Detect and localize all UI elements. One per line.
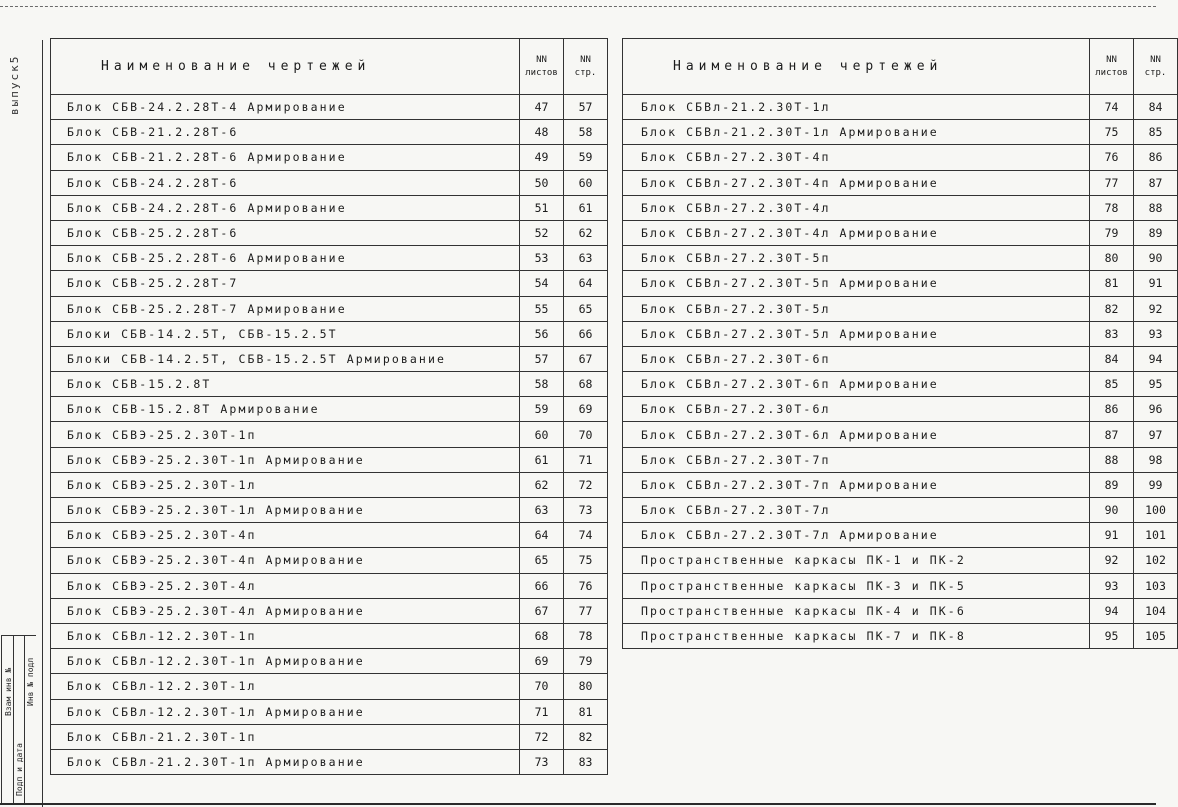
page-number-cell: 93: [1134, 321, 1178, 346]
sheet-number-cell: 70: [520, 674, 564, 699]
drawing-name-cell: Блок СБВЭ-25.2.30Т-1п Армирование: [51, 447, 520, 472]
sheet-number-cell: 62: [520, 472, 564, 497]
sheet-number-cell: 65: [520, 548, 564, 573]
table-row: [623, 346, 1178, 371]
sheet-number-cell: 94: [1090, 598, 1134, 623]
drawing-name-cell: Блок СБВЭ-25.2.30Т-4л: [51, 573, 520, 598]
drawing-name-cell: Пространственные каркасы ПК-1 и ПК-2: [623, 548, 1090, 573]
table-row: [51, 422, 608, 447]
drawing-name-cell: Блок СБВ-21.2.28Т-6: [51, 120, 520, 145]
page-number-cell: 72: [564, 472, 608, 497]
table-row: [51, 95, 608, 120]
drawing-name-cell: Блок СБВл-27.2.30Т-4л: [623, 195, 1090, 220]
page-number-cell: 100: [1134, 498, 1178, 523]
table-row: [623, 422, 1178, 447]
page-number-cell: 86: [1134, 145, 1178, 170]
page-number-cell: 74: [564, 523, 608, 548]
sheet-number-cell: 88: [1090, 447, 1134, 472]
table-row: [623, 523, 1178, 548]
page-bottom-border: [0, 803, 1156, 805]
drawing-name-cell: Блок СБВЭ-25.2.30Т-1л: [51, 472, 520, 497]
drawing-name-cell: Блок СБВ-24.2.28Т-6 Армирование: [51, 195, 520, 220]
drawing-name-cell: Блок СБВл-21.2.30Т-1л: [623, 95, 1090, 120]
drawing-name-cell: Блок СБВл-27.2.30Т-6п Армирование: [623, 372, 1090, 397]
sheet-number-cell: 80: [1090, 246, 1134, 271]
drawing-name-cell: Блок СБВл-12.2.30Т-1л: [51, 674, 520, 699]
sheet-number-cell: 93: [1090, 573, 1134, 598]
page-number-cell: 59: [564, 145, 608, 170]
table-row: [623, 120, 1178, 145]
page-number-cell: 81: [564, 699, 608, 724]
table-row: [623, 472, 1178, 497]
stamp-divider: [24, 636, 25, 804]
drawing-name-cell: Блок СБВл-27.2.30Т-4л Армирование: [623, 220, 1090, 245]
page-number-cell: 87: [1134, 170, 1178, 195]
stamp-label-replace: Взам инв №: [4, 667, 13, 716]
table-row: [623, 220, 1178, 245]
sheet-number-cell: 51: [520, 195, 564, 220]
drawing-name-cell: Блок СБВл-27.2.30Т-4п Армирование: [623, 170, 1090, 195]
page-number-cell: 58: [564, 120, 608, 145]
sheet-number-cell: 82: [1090, 296, 1134, 321]
page-number-cell: 69: [564, 397, 608, 422]
header-page-number: NN стр.: [564, 39, 608, 95]
table-row: [623, 321, 1178, 346]
sheet-number-cell: 49: [520, 145, 564, 170]
sheet-number-cell: 75: [1090, 120, 1134, 145]
drawing-name-cell: Блок СБВл-27.2.30Т-5л: [623, 296, 1090, 321]
sheet-number-cell: 95: [1090, 623, 1134, 648]
drawing-name-cell: Блок СБВ-25.2.28Т-6: [51, 220, 520, 245]
table-row: [51, 246, 608, 271]
sheet-number-cell: 92: [1090, 548, 1134, 573]
drawing-name-cell: Пространственные каркасы ПК-3 и ПК-5: [623, 573, 1090, 598]
sheet-number-cell: 84: [1090, 346, 1134, 371]
table-row: [51, 623, 608, 648]
sheet-number-cell: 50: [520, 170, 564, 195]
drawing-name-cell: Блок СБВЭ-25.2.30Т-4п Армирование: [51, 548, 520, 573]
sheet-number-cell: 69: [520, 649, 564, 674]
page-number-cell: 60: [564, 170, 608, 195]
drawing-name-cell: Блоки СБВ-14.2.5Т, СБВ-15.2.5Т: [51, 321, 520, 346]
sheet-number-cell: 63: [520, 498, 564, 523]
page-number-cell: 68: [564, 372, 608, 397]
page-number-cell: 89: [1134, 220, 1178, 245]
table-row: [51, 321, 608, 346]
stamp-label-inventory: Инв № подл: [26, 657, 35, 706]
table-header-row: [51, 39, 608, 95]
drawing-name-cell: Блок СБВ-15.2.8Т Армирование: [51, 397, 520, 422]
drawing-name-cell: Блок СБВ-21.2.28Т-6 Армирование: [51, 145, 520, 170]
margin-stamp: [1, 635, 36, 805]
sheet-number-cell: 47: [520, 95, 564, 120]
drawing-name-cell: Пространственные каркасы ПК-4 и ПК-6: [623, 598, 1090, 623]
header-drawing-name: Наименование чертежей: [51, 39, 520, 95]
sheet-number-cell: 90: [1090, 498, 1134, 523]
sheet-number-cell: 79: [1090, 220, 1134, 245]
binder-label: выпуск5: [8, 54, 21, 115]
page-number-cell: 101: [1134, 523, 1178, 548]
drawing-name-cell: Блок СБВ-25.2.28Т-7: [51, 271, 520, 296]
table-row: [51, 523, 608, 548]
sheet-number-cell: 52: [520, 220, 564, 245]
drawing-name-cell: Блок СБВЭ-25.2.30Т-4л Армирование: [51, 598, 520, 623]
sheet-number-cell: 57: [520, 346, 564, 371]
sheet-number-cell: 66: [520, 573, 564, 598]
drawing-name-cell: Блок СБВ-24.2.28Т-4 Армирование: [51, 95, 520, 120]
sheet-number-cell: 59: [520, 397, 564, 422]
sheet-number-cell: 76: [1090, 145, 1134, 170]
table-row: [623, 145, 1178, 170]
page-number-cell: 94: [1134, 346, 1178, 371]
page-number-cell: 63: [564, 246, 608, 271]
page-number-cell: 92: [1134, 296, 1178, 321]
table-row: [51, 649, 608, 674]
table-row: [51, 498, 608, 523]
page-number-cell: 61: [564, 195, 608, 220]
drawing-name-cell: Блок СБВл-21.2.30Т-1л Армирование: [623, 120, 1090, 145]
drawing-name-cell: Блок СБВл-27.2.30Т-6п: [623, 346, 1090, 371]
drawing-name-cell: Блок СБВ-25.2.28Т-6 Армирование: [51, 246, 520, 271]
table-row: [51, 447, 608, 472]
page-number-cell: 57: [564, 95, 608, 120]
table-row: [623, 296, 1178, 321]
sheet-number-cell: 77: [1090, 170, 1134, 195]
page-number-cell: 67: [564, 346, 608, 371]
table-row: [51, 271, 608, 296]
page-number-cell: 79: [564, 649, 608, 674]
sheet-number-cell: 87: [1090, 422, 1134, 447]
drawing-name-cell: Блок СБВл-27.2.30Т-5п Армирование: [623, 271, 1090, 296]
table-row: [51, 472, 608, 497]
table-row: [623, 170, 1178, 195]
page-number-cell: 71: [564, 447, 608, 472]
drawing-name-cell: Блок СБВл-21.2.30Т-1п Армирование: [51, 749, 520, 774]
table-row: [51, 724, 608, 749]
page-number-cell: 73: [564, 498, 608, 523]
sheet-number-cell: 71: [520, 699, 564, 724]
sheet-number-cell: 72: [520, 724, 564, 749]
drawing-name-cell: Блок СБВл-27.2.30Т-7л Армирование: [623, 523, 1090, 548]
page-number-cell: 65: [564, 296, 608, 321]
drawing-name-cell: Блок СБВл-27.2.30Т-4п: [623, 145, 1090, 170]
page-number-cell: 95: [1134, 372, 1178, 397]
table-row: [623, 372, 1178, 397]
table-row: [51, 674, 608, 699]
page-number-cell: 83: [564, 749, 608, 774]
page-number-cell: 78: [564, 623, 608, 648]
drawing-name-cell: Блок СБВЭ-25.2.30Т-4п: [51, 523, 520, 548]
table-row: [51, 296, 608, 321]
page-number-cell: 96: [1134, 397, 1178, 422]
table-row: [51, 120, 608, 145]
table-row: [623, 447, 1178, 472]
table-header-row: [623, 39, 1178, 95]
page-number-cell: 91: [1134, 271, 1178, 296]
binding-margin-line: [42, 40, 43, 807]
page-number-cell: 97: [1134, 422, 1178, 447]
page-top-border: [0, 6, 1156, 7]
drawing-name-cell: Блок СБВл-12.2.30Т-1п: [51, 623, 520, 648]
drawing-name-cell: Блоки СБВ-14.2.5Т, СБВ-15.2.5Т Армирование: [51, 346, 520, 371]
sheet-number-cell: 74: [1090, 95, 1134, 120]
drawing-name-cell: Блок СБВ-24.2.28Т-6: [51, 170, 520, 195]
page-number-cell: 70: [564, 422, 608, 447]
sheet-number-cell: 73: [520, 749, 564, 774]
drawings-table-left: [50, 38, 608, 775]
page-number-cell: 84: [1134, 95, 1178, 120]
drawing-name-cell: Блок СБВл-27.2.30Т-7п Армирование: [623, 472, 1090, 497]
sheet-number-cell: 56: [520, 321, 564, 346]
sheet-number-cell: 60: [520, 422, 564, 447]
drawing-name-cell: Блок СБВл-21.2.30Т-1п: [51, 724, 520, 749]
table-row: [51, 699, 608, 724]
header-sheet-number: NN листов: [520, 39, 564, 95]
page-number-cell: 98: [1134, 447, 1178, 472]
drawings-table-right: [622, 38, 1178, 649]
header-page-number: NN стр.: [1134, 39, 1178, 95]
sheet-number-cell: 55: [520, 296, 564, 321]
header-drawing-name: Наименование чертежей: [623, 39, 1090, 95]
table-row: [623, 623, 1178, 648]
page-number-cell: 103: [1134, 573, 1178, 598]
drawing-name-cell: Блок СБВ-25.2.28Т-7 Армирование: [51, 296, 520, 321]
sheet-number-cell: 67: [520, 598, 564, 623]
stamp-label-signature: Подп и дата: [15, 743, 24, 796]
page-number-cell: 99: [1134, 472, 1178, 497]
table-row: [51, 372, 608, 397]
table-row: [623, 573, 1178, 598]
sheet-number-cell: 58: [520, 372, 564, 397]
drawing-name-cell: Блок СБВл-27.2.30Т-7п: [623, 447, 1090, 472]
table-row: [623, 195, 1178, 220]
sheet-number-cell: 89: [1090, 472, 1134, 497]
page-number-cell: 66: [564, 321, 608, 346]
table-row: [51, 346, 608, 371]
table-row: [623, 598, 1178, 623]
header-sheet-number: NN листов: [1090, 39, 1134, 95]
sheet-number-cell: 81: [1090, 271, 1134, 296]
table-row: [623, 397, 1178, 422]
drawing-name-cell: Блок СБВл-12.2.30Т-1п Армирование: [51, 649, 520, 674]
page-number-cell: 64: [564, 271, 608, 296]
page-number-cell: 85: [1134, 120, 1178, 145]
drawing-name-cell: Блок СБВл-27.2.30Т-6л: [623, 397, 1090, 422]
drawing-name-cell: Пространственные каркасы ПК-7 и ПК-8: [623, 623, 1090, 648]
sheet-number-cell: 91: [1090, 523, 1134, 548]
page-number-cell: 82: [564, 724, 608, 749]
table-row: [623, 548, 1178, 573]
sheet-number-cell: 61: [520, 447, 564, 472]
sheet-number-cell: 48: [520, 120, 564, 145]
table-row: [623, 498, 1178, 523]
stamp-divider: [13, 636, 14, 804]
sheet-number-cell: 78: [1090, 195, 1134, 220]
page-number-cell: 90: [1134, 246, 1178, 271]
table-row: [51, 749, 608, 774]
drawing-name-cell: Блок СБВ-15.2.8Т: [51, 372, 520, 397]
page-number-cell: 105: [1134, 623, 1178, 648]
table-row: [623, 246, 1178, 271]
table-row: [51, 170, 608, 195]
page-number-cell: 104: [1134, 598, 1178, 623]
table-row: [51, 145, 608, 170]
table-row: [51, 397, 608, 422]
drawing-name-cell: Блок СБВл-27.2.30Т-5п: [623, 246, 1090, 271]
drawing-name-cell: Блок СБВл-27.2.30Т-5л Армирование: [623, 321, 1090, 346]
page-number-cell: 80: [564, 674, 608, 699]
page-number-cell: 77: [564, 598, 608, 623]
table-row: [623, 95, 1178, 120]
drawing-name-cell: Блок СБВЭ-25.2.30Т-1п: [51, 422, 520, 447]
page-number-cell: 88: [1134, 195, 1178, 220]
table-row: [51, 195, 608, 220]
sheet-number-cell: 68: [520, 623, 564, 648]
drawing-name-cell: Блок СБВл-12.2.30Т-1л Армирование: [51, 699, 520, 724]
sheet-number-cell: 64: [520, 523, 564, 548]
table-row: [51, 548, 608, 573]
page-number-cell: 75: [564, 548, 608, 573]
sheet-number-cell: 54: [520, 271, 564, 296]
page-number-cell: 62: [564, 220, 608, 245]
page-number-cell: 76: [564, 573, 608, 598]
sheet-number-cell: 86: [1090, 397, 1134, 422]
drawing-name-cell: Блок СБВл-27.2.30Т-6л Армирование: [623, 422, 1090, 447]
drawing-name-cell: Блок СБВл-27.2.30Т-7л: [623, 498, 1090, 523]
table-row: [51, 598, 608, 623]
table-row: [51, 220, 608, 245]
drawing-name-cell: Блок СБВЭ-25.2.30Т-1л Армирование: [51, 498, 520, 523]
table-row: [623, 271, 1178, 296]
sheet-number-cell: 53: [520, 246, 564, 271]
table-row: [51, 573, 608, 598]
sheet-number-cell: 85: [1090, 372, 1134, 397]
sheet-number-cell: 83: [1090, 321, 1134, 346]
page-number-cell: 102: [1134, 548, 1178, 573]
